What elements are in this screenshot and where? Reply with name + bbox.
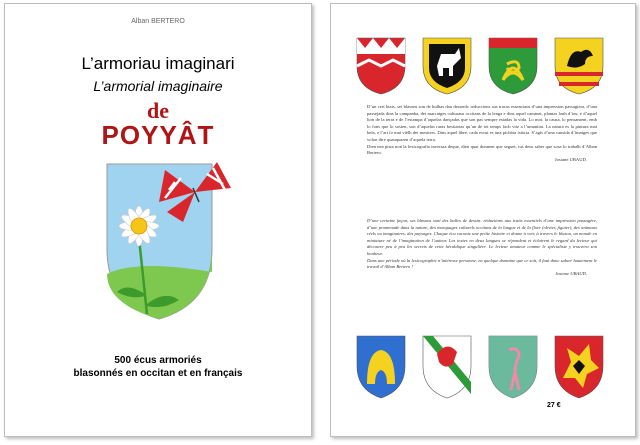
shield-2 [423,38,471,94]
title-french: L’armorial imaginaire [93,78,223,94]
shield-8 [555,336,603,398]
cover-shield-illustration [87,154,237,324]
title-occitan: L’armoriau imaginari [81,54,235,73]
shield-4 [555,38,603,94]
subtitle-line-2: blasonnés en occitan et en français [73,368,243,379]
shield-1 [357,38,405,94]
front-cover-page [4,3,312,437]
price-label: 27 € [547,402,561,409]
shields-row-bottom [349,334,619,400]
french-paragraph: D’une certaine façon, ses blasons sont des bulles de dessin: réductions aux traits essentiels d’une impression passagère, d’une promenade dans la nature, des marquages culturels occitans de la langue et de la flore (olivier, figuier), des animaux réels ou imaginaires, des paysages. Chaque écu raconte une petite histoire et donne à voir, à travers le blason, un monde en miniature né de l’imagination de l’auteur. Les textes en deux langues se répondent et éclairent le regard du lecteur qui découvre peu à peu les secrets de cette héraldique singulière. Le lecteur amateur comme le spécialiste y trouvera son bonheur. [367,218,597,256]
occitan-signature: Josiane UBAUD. [554,156,587,162]
french-quote: Dans une période où la lexicographie n’intéresse personne, en quelque domaine que ce soit, il faut donc saluer hautement le travail d’Alban Bertero ! [367,257,597,270]
shields-row-top [349,36,619,96]
shield-5 [357,336,405,398]
occitan-paragraph: D’un cert biais, sei blasons son de bulhas dau dessenh: reduccions sus tracas essenciaus d’una impression passagiera, d’una passejada dins la campanha, dei marcatges culturaus occitans de la lenga e dins aquel caminat, plantas lonh d’ieu, e d’aquel lion de la terra e de l’estampa d’aquelas dançadas que son pas sempre estadas la vida. Lo mot, la causa, lo pensament, emb lo fons que lo sosten, son d’aquelas raras bestiarias qu’an de tot temps fach vitz a l’umanitat. La natura es la pintura mai bela, e l’art lo mai vièlh dei mestiers. Dins aquel libre, cada escut es una pichòta istòria. S’agís d’una causida d’imatges que volon dire quauquaren d’aquela terra. [367,104,597,142]
shield-3 [489,38,537,94]
title-de: de [147,98,169,123]
title-place: POYYÂT [101,120,215,150]
occitan-quote: Dien nea pista non la lexicografia inversaa deque, dien quai donnent que seguet, tus deus saber que sosa lo trabalh d’Alban Bertero. [367,143,597,156]
french-signature: Josiane UBAUD. [555,270,587,276]
subtitle [5,354,311,380]
subtitle-line-1: 500 écus armoriés [114,355,202,366]
shield-6 [423,336,471,398]
author-name: Alban BERTERO [131,18,185,25]
back-cover-page [330,3,636,437]
french-foreword [367,218,597,277]
occitan-foreword [367,104,597,163]
shield-7 [489,336,537,398]
